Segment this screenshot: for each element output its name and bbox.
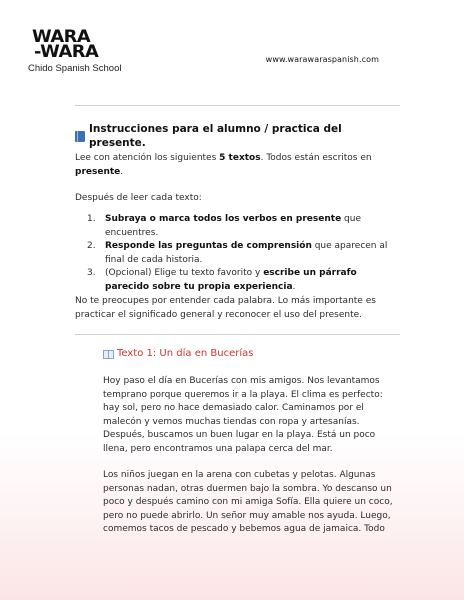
p1-text-c: . Todos están escritos en [260,153,372,163]
step-bold: escribe un párrafo parecido sobre tu propia experiencia [105,268,357,292]
open-book-icon [103,350,113,358]
logo-subtitle: Chido Spanish School [28,63,122,74]
step-rest: que encuentres. [105,214,362,238]
step-number: 1. [87,214,96,224]
instructions-steps [87,213,400,294]
p1-bold-tense: presente [75,166,121,177]
instructions-heading [75,122,400,150]
text1-title: Texto 1: Un día en Bucerías [117,348,254,359]
instructions-paragraph-2: Después de leer cada texto: [75,193,202,203]
text1-heading [103,347,253,361]
logo-line-1: WARA [32,27,91,47]
website-url: www.warawaraspanish.com [265,55,379,64]
step-number: 2. [87,241,96,251]
p1-text-e: . [120,166,124,177]
step-bold: Subraya o marca todos los verbos en presente [105,214,342,224]
header-divider [75,105,400,106]
school-logo [28,27,152,74]
step-item [87,267,400,294]
instructions-paragraph-1 [75,152,400,179]
instructions-paragraph-3: No te preocupes por entender cada palabra. Lo más importante es practicar el significado general y reconocer el uso del presente. [75,296,376,320]
step-rest: . [292,281,296,292]
text1-paragraph-2: Los niños juegan en la arena con cubetas y pelotas. Algunas personas nadan, otras duermen bajo la sombra. Yo descanso un poco y después camino con mi amiga Sofía. Ella quiere un coco, pero no puede abrirlo. Un señor muy amable nos ayuda. Luego, comemos tacos de pescado y bebemos agua de jamaica. Todo [103,470,393,534]
step-bold: Responde las preguntas de comprensión [105,241,312,251]
step-number: 3. [87,268,96,278]
step-pre: (Opcional) Elige tu texto favorito y [105,268,264,278]
p1-text-a: Lee con atención los siguientes [75,153,220,163]
text1-paragraph-1: Hoy paso el día en Bucerías con mis amigos. Nos levantamos temprano porque queremos ir a la playa. El clima es perfecto: hay sol, pero no hace demasiado calor. Caminamos por el malecón y vemos muchas tiendas con ropa y artesanías. Después, buscamos un buen lugar en la playa. Está un poco llena, pero encontramos una palapa cerca del mar. [103,376,383,454]
blue-book-icon [75,131,85,142]
section-divider [75,334,400,335]
step-rest: que aparecen al final de cada historia. [105,241,388,265]
step-item [87,213,400,240]
step-item [87,240,400,267]
p1-bold-count: 5 textos [219,153,261,163]
instructions-heading-text: Instrucciones para el alumno / practica del presente. [89,123,342,149]
logo-line-2: -WARA [34,42,99,62]
